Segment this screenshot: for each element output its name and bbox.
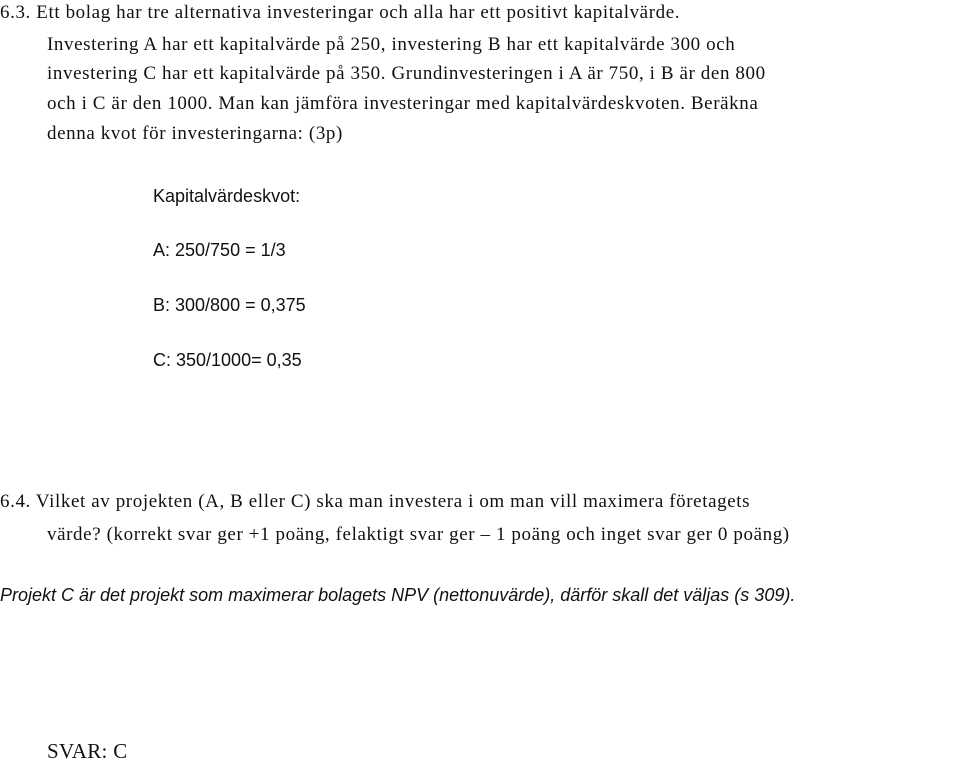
answer-6-4-text: Projekt C är det projekt som maximerar bolagets NPV (nettonuvärde), därför skall det väljas (s 309). bbox=[0, 585, 796, 605]
question-6-4-line-1 bbox=[0, 491, 750, 513]
question-6-3-line-3: investering C har ett kapitalvärde på 350. Grundinvesteringen i A är 750, i B är den 800 bbox=[47, 63, 766, 84]
question-6-3-number: 6.3. bbox=[0, 2, 31, 23]
question-6-4-text-1: Vilket av projekten (A, B eller C) ska man investera i om man vill maximera företagets bbox=[35, 491, 751, 512]
question-6-3-line-5: denna kvot för investeringarna: (3p) bbox=[47, 123, 343, 144]
answer-6-3-heading: Kapitalvärdeskvot: bbox=[153, 186, 301, 206]
final-answer: SVAR: C bbox=[47, 739, 128, 763]
answer-6-3-b: B: 300/800 = 0,375 bbox=[153, 295, 306, 315]
question-6-4-line-2: värde? (korrekt svar ger +1 poäng, felaktigt svar ger – 1 poäng och inget svar ger 0 poäng) bbox=[47, 524, 790, 545]
question-6-3-line-4: och i C är den 1000. Man kan jämföra investeringar med kapitalvärdeskvoten. Beräkna bbox=[47, 93, 759, 114]
question-6-4-number: 6.4. bbox=[0, 491, 31, 512]
question-6-3-line-1 bbox=[0, 2, 680, 24]
question-6-3-text-1: Ett bolag har tre alternativa investeringar och alla har ett positivt kapitalvärde. bbox=[36, 2, 681, 23]
question-6-3-line-2: Investering A har ett kapitalvärde på 250, investering B har ett kapitalvärde 300 och bbox=[47, 34, 736, 55]
answer-6-3-c: C: 350/1000= 0,35 bbox=[153, 350, 302, 370]
answer-6-3-a: A: 250/750 = 1/3 bbox=[153, 240, 286, 260]
